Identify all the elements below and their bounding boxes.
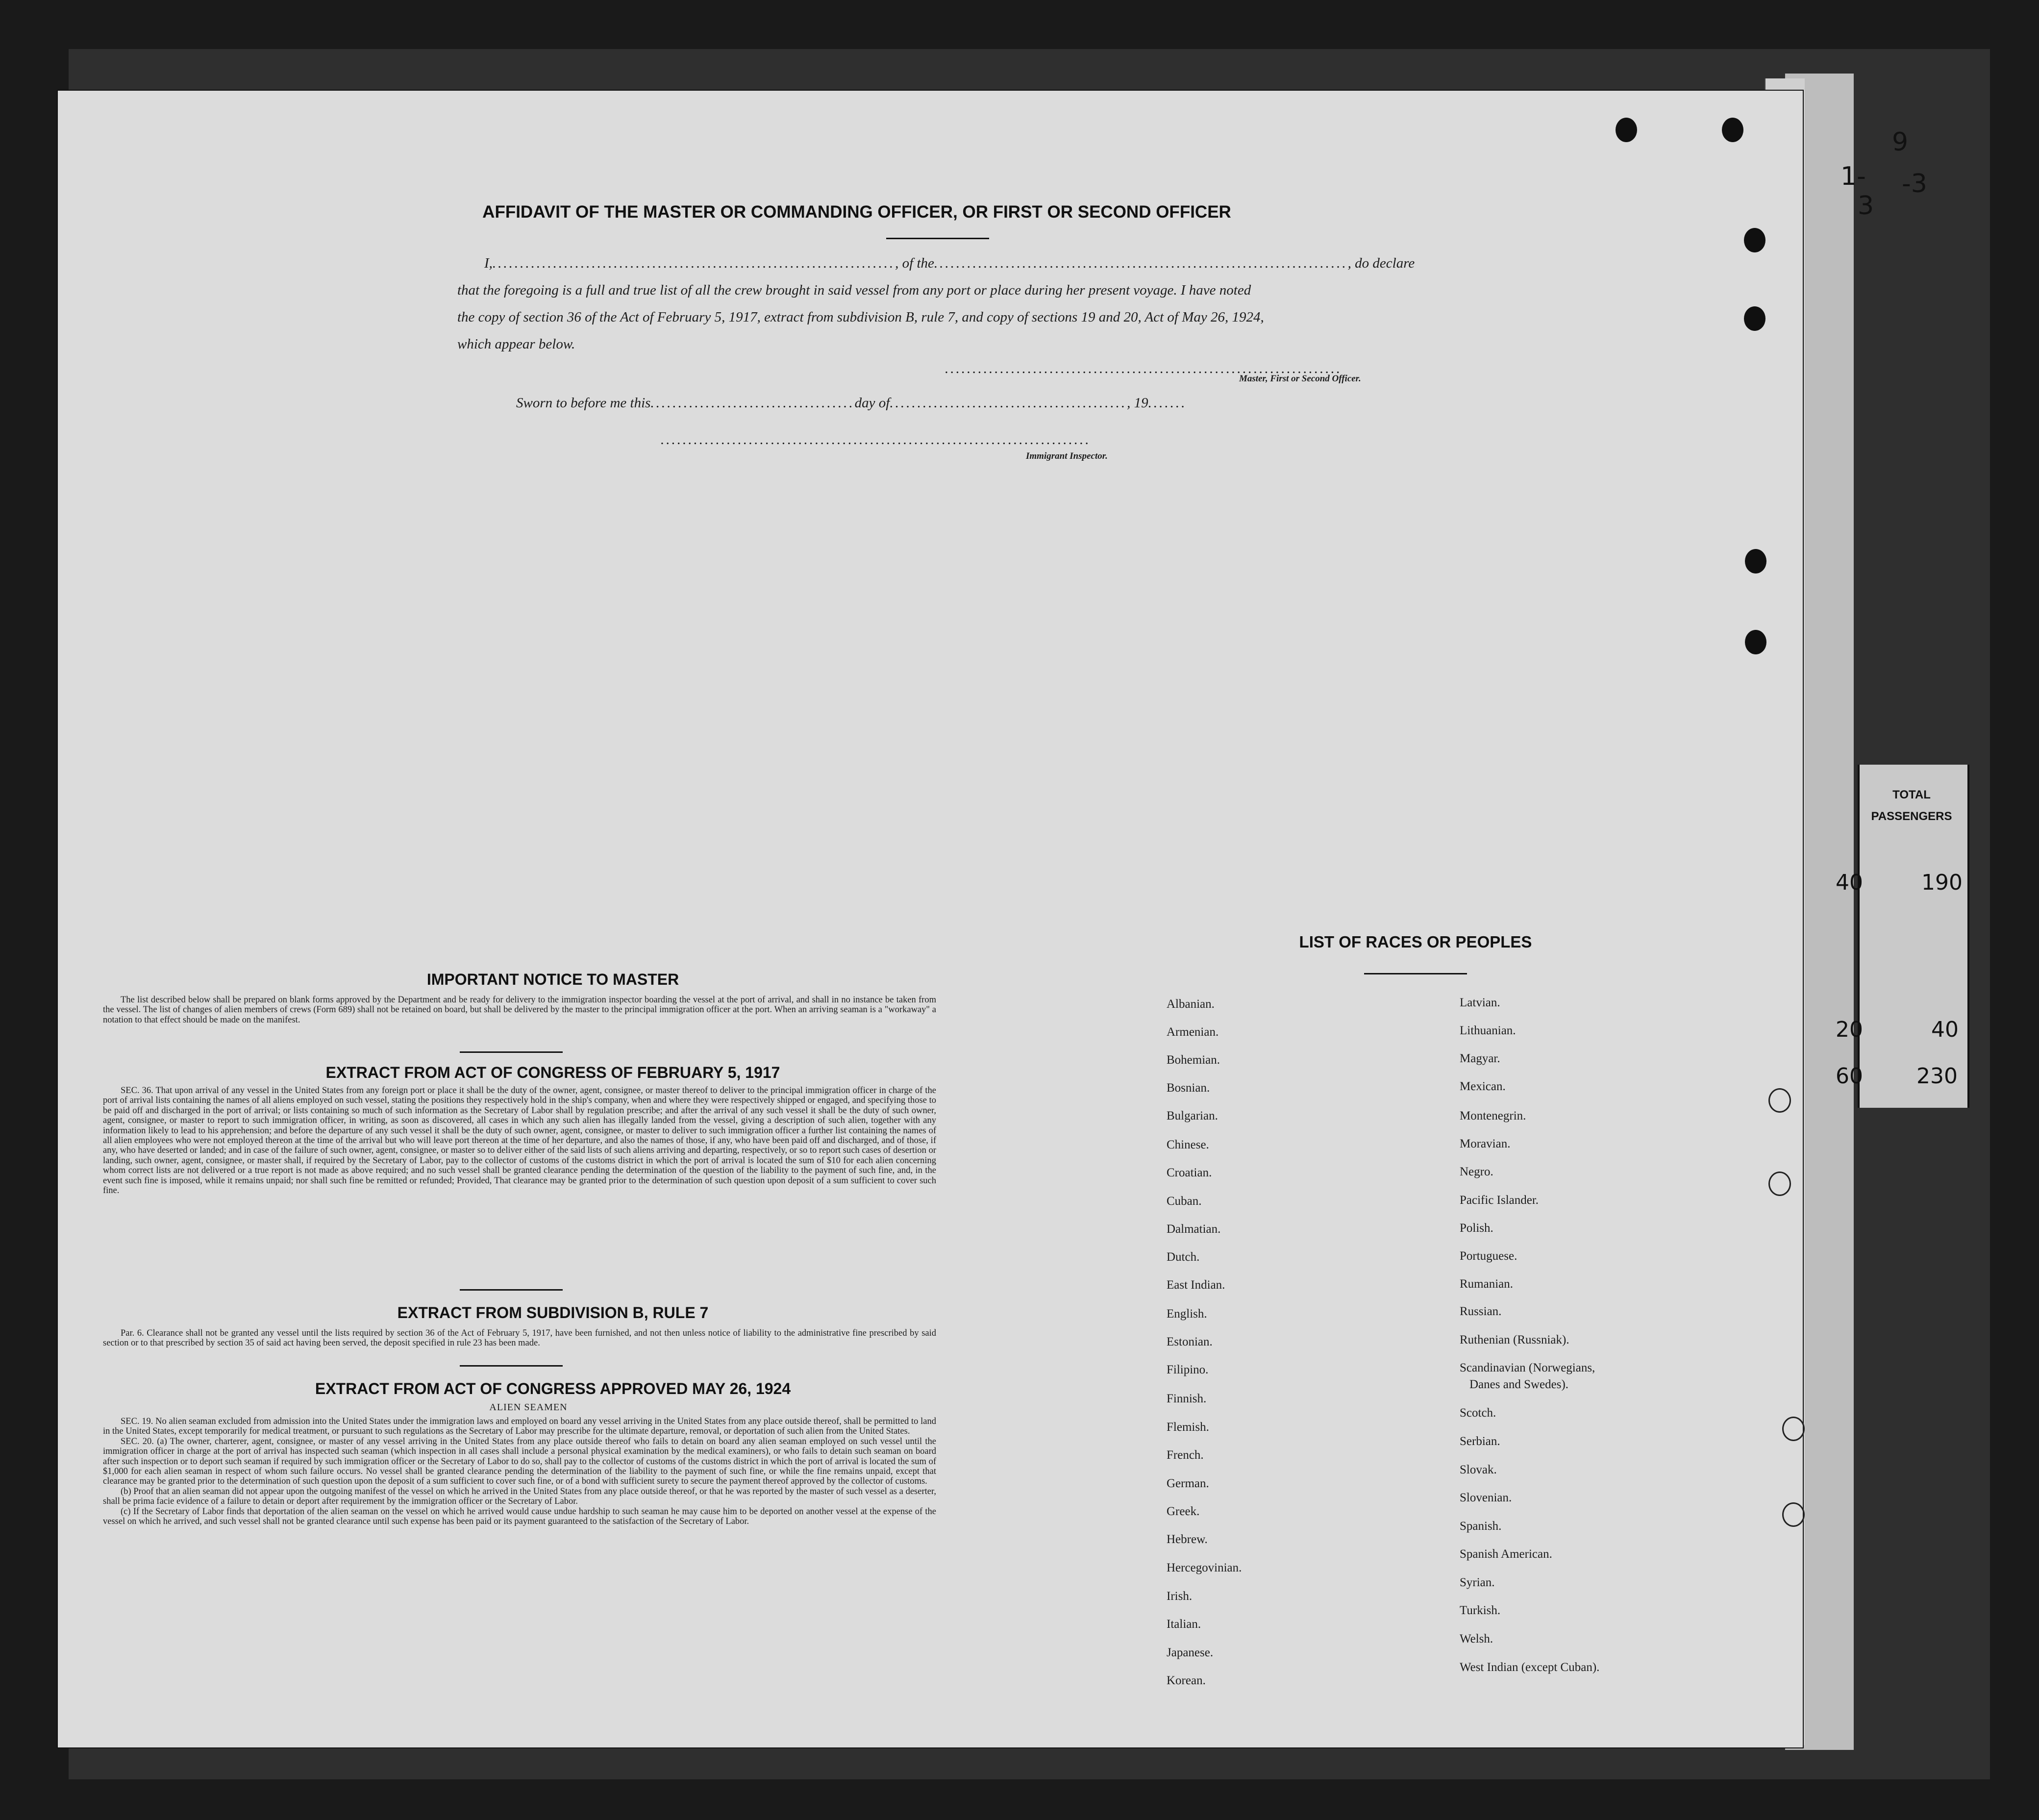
- race-item: Spanish.: [1460, 1520, 1502, 1533]
- section-20c-paragraph: (c) If the Secretary of Labor finds that deportation of the alien seaman on the vessel on which he arrived would cause undue hardship to such seaman he may cause him to be deported on another vessel at the expense of the vessel on which he arrived, and such vessel shall not be granted clearance until such expense has been paid or its payment guaranteed to the satisfaction of the Secretary of Labor.: [103, 1506, 936, 1527]
- race-item: Armenian.: [1167, 1025, 1219, 1039]
- inspector-signature-line: ..............................................................................: [661, 432, 1091, 448]
- extract-1924-title: EXTRACT FROM ACT OF CONGRESS APPROVED MAY 26, 1924: [315, 1380, 791, 1397]
- master-signature-line: ........................................................................: [945, 361, 1342, 376]
- notice-paragraph: The list described below shall be prepared on blank forms approved by the Department and be ready for delivery to the immigration inspector boarding the vessel at the port of arrival, and shall in no instance be taken from the vessel. The list of changes of alien members of crews (Form 689) shall not be retained on board, but shall be delivered by the master to the principal immigration officer at the port. When an arriving seaman is a "workaway" a notation to that effect should be made on the manifest.: [103, 995, 936, 1025]
- race-item: Greek.: [1167, 1505, 1200, 1518]
- rule-7-title: EXTRACT FROM SUBDIVISION B, RULE 7: [397, 1304, 709, 1321]
- race-item: Albanian.: [1167, 997, 1215, 1011]
- race-item: Scotch.: [1460, 1406, 1496, 1420]
- declaration-end: , do declare: [1347, 255, 1415, 271]
- race-item: Serbian.: [1460, 1435, 1500, 1448]
- rule-7-text: [103, 1328, 936, 1348]
- title-rule: [886, 238, 989, 239]
- race-item: Bohemian.: [1167, 1053, 1220, 1067]
- race-item: Croatian.: [1167, 1166, 1212, 1179]
- handwritten-mark: 1-: [1840, 162, 1866, 191]
- race-item: Slovenian.: [1460, 1491, 1512, 1504]
- race-item: Mexican.: [1460, 1080, 1506, 1093]
- tally-left-value: 40: [1836, 870, 1863, 895]
- punch-hole: [1745, 549, 1766, 573]
- race-item: Bulgarian.: [1167, 1109, 1218, 1122]
- race-item: Lithuanian.: [1460, 1024, 1516, 1037]
- section-rule: [460, 1051, 563, 1053]
- race-item: Japanese.: [1167, 1646, 1214, 1659]
- tally-value: 230: [1916, 1064, 1958, 1089]
- race-item: Syrian.: [1460, 1576, 1495, 1589]
- race-item: Turkish.: [1460, 1604, 1501, 1617]
- race-item: Portuguese.: [1460, 1249, 1517, 1263]
- declaration-prefix: I,: [484, 255, 493, 271]
- tally-value: 40: [1931, 1017, 1959, 1042]
- master-signature-label: Master, First or Second Officer.: [1239, 374, 1361, 384]
- extract-1917-title: EXTRACT FROM ACT OF CONGRESS OF FEBRUARY 5, 1917: [325, 1064, 780, 1081]
- extract-1924-subtitle: ALIEN SEAMEN: [489, 1402, 568, 1413]
- race-item: English.: [1167, 1307, 1207, 1321]
- declaration-text-line: that the foregoing is a full and true list of all the crew brought in said vessel from any port or place during her present voyage. I have noted: [457, 282, 1251, 298]
- section-rule: [460, 1289, 563, 1291]
- race-item: Estonian.: [1167, 1335, 1213, 1348]
- tally-value: 190: [1921, 870, 1963, 895]
- section-19-paragraph: SEC. 19. No alien seaman excluded from admission into the United States under the immigration laws and employed on board any vessel arriving in the United States from any place outside thereof, shall be permitted to land in the United States, except temporarily for medical treatment, or pursuant to such regulations as the Secretary of Labor may prescribe for the ultimate departure, removal, or deportation of such alien from the United States.: [103, 1417, 936, 1437]
- punch-hole: [1745, 630, 1766, 654]
- punch-hole: [1616, 118, 1637, 142]
- race-item: Danes and Swedes).: [1469, 1378, 1569, 1391]
- race-item: French.: [1167, 1448, 1204, 1462]
- punch-hole: [1744, 228, 1765, 252]
- handwritten-mark: 3: [1858, 191, 1874, 221]
- notice-text: [103, 995, 936, 1025]
- declaration-text-line: which appear below.: [457, 336, 575, 352]
- sworn-day: day of: [854, 395, 890, 411]
- race-item: Ruthenian (Russniak).: [1460, 1333, 1569, 1346]
- inspector-signature-label: Immigrant Inspector.: [1026, 451, 1108, 461]
- extract-1917-paragraph: SEC. 36. That upon arrival of any vessel in the United States from any foreign port or place it shall be the duty of the owner, agent, consignee, or master thereof to deliver to the principal immigration officer in charge of the port of arrival lists containing the names of all aliens employed on such vessel, stating the positions they respectively hold in the ship's company, when and where they were respectively shipped or engaged, and specifying those to be paid off and discharged in the port of arrival; or lists containing so much of such information as the Secretary of Labor shall by regulation prescribe; and after the arrival of any such vessel it shall be the duty of such owner, agent, consignee, or master to report to such immigration officer, in writing, as soon as discovered, all cases in which any such alien has illegally landed from the vessel, giving a description of such alien, together with any information likely to lead to his apprehension; and before the departure of any such vessel it shall be the duty of such owner, agent, consignee, or master to deliver to such immigration officer a further list containing the names of all alien employees who were not employed thereon at the time of the arrival but who will leave port thereon at the time of her departure, and also the names of those, if any, who have been paid off and discharged, and of those, if any, who have deserted or landed; and in case of the failure of such owner, agent, consignee, or master so to deliver either of the said lists of such aliens arriving and departing, respectively, or so to report such cases of desertion or landing, such owner, agent, consignee, or master shall, if required by the Secretary of Labor, pay to the collector of customs of the customs district in which the port of arrival is located the sum of $10 for each alien concerning whom correct lists are not delivered or a true report is not made as above required; and no such vessel shall be granted clearance pending the determination of the question of the liability to the payment of such fine, and, in the event such fine is imposed, while it remains unpaid; nor shall such fine be remitted or refunded; Provided, That clearance may be granted prior to the determination of such question upon deposit of a sum sufficient to cover such fine.: [103, 1086, 936, 1196]
- section-20a-paragraph: SEC. 20. (a) The owner, charterer, agent, consignee, or master of any vessel arriving in the United States from any place outside thereof who fails to detain on board any alien seaman employed on such vessel until the immigration officer in charge at the port of arrival has inspected such seaman (which inspection in all cases shall include a personal physical examination by the medical examiners), or who fails to detain such seaman on board after such inspection or to deport such seaman if required by such immigration officer or the Secretary of Labor to do so, shall pay to the collector of customs of the customs district in which the port of arrival is located the sum of $1,000 for each alien seaman in respect of whom such failure occurs. No vessel shall be granted clearance pending the determination of the liability to the payment of such fine, or while the fine remains unpaid, except that clearance may be granted prior to the determination of such question upon the deposit of a sum sufficient to cover such fine, or of a bond with sufficient surety to secure the payment thereof approved by the collector of customs.: [103, 1436, 936, 1487]
- declaration-line: I,........................................................................., of the..........................................................................., do declare: [484, 255, 1415, 271]
- tally-left-value: 60: [1836, 1064, 1863, 1089]
- race-item: Polish.: [1460, 1222, 1493, 1235]
- race-item: Italian.: [1167, 1618, 1201, 1631]
- race-item: West Indian (except Cuban).: [1460, 1661, 1600, 1674]
- sworn-year: , 19: [1127, 395, 1148, 411]
- handwritten-mark: 9: [1892, 127, 1909, 157]
- punch-hole: [1768, 1172, 1791, 1196]
- race-item: Slovak.: [1460, 1463, 1497, 1476]
- extract-1917-text: [103, 1086, 936, 1196]
- tally-header: TOTAL PASSENGERS: [1871, 788, 1952, 823]
- handwritten-mark: -3: [1902, 169, 1927, 199]
- race-item: Hebrew.: [1167, 1533, 1208, 1546]
- races-title: LIST OF RACES OR PEOPLES: [1299, 933, 1532, 951]
- race-item: Hercegovinian.: [1167, 1561, 1242, 1574]
- race-item: Flemish.: [1167, 1421, 1209, 1434]
- race-item: Pacific Islander.: [1460, 1194, 1539, 1207]
- race-item: German.: [1167, 1477, 1209, 1490]
- race-item: Chinese.: [1167, 1138, 1209, 1151]
- punch-hole: [1782, 1417, 1805, 1441]
- declaration-of-the: , of the: [895, 255, 934, 271]
- race-item: Negro.: [1460, 1165, 1493, 1178]
- affidavit-page: [58, 91, 1803, 1747]
- race-item: Korean.: [1167, 1674, 1206, 1687]
- punch-hole: [1768, 1088, 1791, 1113]
- sworn-line: Sworn to before me this.....................................day of..........................................., 19.......: [516, 395, 1187, 411]
- rule-7-paragraph: Par. 6. Clearance shall not be granted any vessel until the lists required by section 36 of the Act of February 5, 1917, have been furnished, and not then unless notice of liability to the administrative fine prescribed by said section or to that prescribed by section 35 of said act having been served, the deposit specified in rule 23 has been made.: [103, 1328, 936, 1348]
- race-item: Spanish American.: [1460, 1547, 1552, 1561]
- race-item: Filipino.: [1167, 1363, 1209, 1376]
- extract-1924-text: [103, 1417, 936, 1526]
- declaration-text-line: the copy of section 36 of the Act of February 5, 1917, extract from subdivision B, rule 7, and copy of sections 19 and 20, Act of May 26, 1924,: [457, 309, 1264, 325]
- race-item: Scandinavian (Norwegians,: [1460, 1361, 1595, 1374]
- tally-left-value: 20: [1836, 1017, 1863, 1042]
- section-rule: [460, 1365, 563, 1367]
- race-item: Latvian.: [1460, 996, 1500, 1009]
- punch-hole: [1744, 306, 1765, 331]
- races-rule: [1364, 973, 1467, 974]
- notice-title: IMPORTANT NOTICE TO MASTER: [426, 971, 679, 988]
- punch-hole: [1722, 118, 1743, 142]
- race-item: Dalmatian.: [1167, 1222, 1221, 1236]
- affidavit-title: AFFIDAVIT OF THE MASTER OR COMMANDING OFFICER, OR FIRST OR SECOND OFFICER: [482, 202, 1231, 222]
- race-item: Montenegrin.: [1460, 1109, 1526, 1122]
- race-item: Welsh.: [1460, 1632, 1493, 1645]
- race-item: Russian.: [1460, 1305, 1502, 1318]
- race-item: Finnish.: [1167, 1392, 1207, 1405]
- punch-hole: [1782, 1502, 1805, 1527]
- race-item: East Indian.: [1167, 1278, 1225, 1292]
- race-item: Irish.: [1167, 1590, 1193, 1603]
- race-item: Dutch.: [1167, 1250, 1200, 1264]
- race-item: Rumanian.: [1460, 1277, 1514, 1291]
- section-20b-paragraph: (b) Proof that an alien seaman did not appear upon the outgoing manifest of the vessel on which he arrived in the United States from any place outside thereof, or that he was reported by the master of such vessel as a deserter, shall be prima facie evidence of a failure to detain or deport after requirement by the immigration officer or the Secretary of Labor.: [103, 1486, 936, 1507]
- sworn-prefix: Sworn to before me this: [516, 395, 651, 411]
- race-item: Cuban.: [1167, 1195, 1202, 1208]
- race-item: Magyar.: [1460, 1052, 1500, 1065]
- race-item: Bosnian.: [1167, 1081, 1210, 1095]
- race-item: Moravian.: [1460, 1137, 1511, 1150]
